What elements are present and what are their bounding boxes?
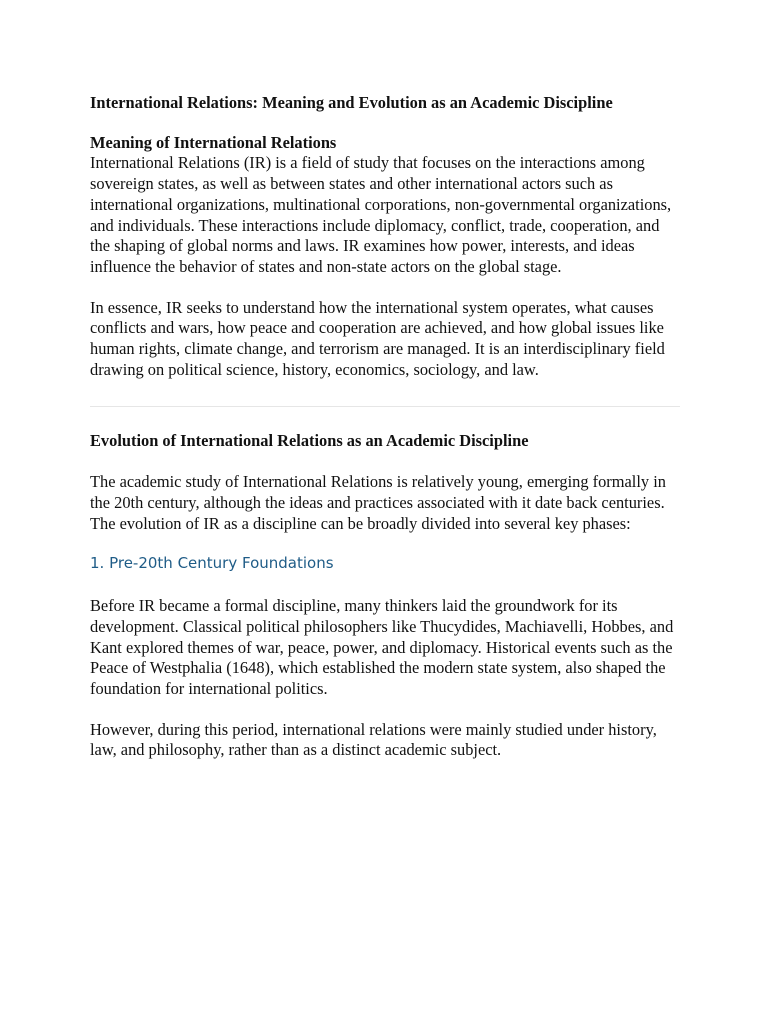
phase-1-heading: 1. Pre-20th Century Foundations [90, 554, 334, 573]
phase-1-paragraph-1: Before IR became a formal discipline, many thinkers laid the groundwork for its development. Classical political philosophers like Thucydides, Machiavelli, Hobbes, and Kant explored themes of war, peace, power, and diplomacy. Historical events such as the Peace of Westphalia (1648), which established the modern state system, also shaped the foundation for international politics. [90, 596, 674, 699]
phase-1-paragraph-2: However, during this period, international relations were mainly studied under history, law, and philosophy, rather than as a distinct academic subject. [90, 719, 657, 760]
evolution-paragraph-1: The academic study of International Relations is relatively young, emerging formally in the 20th century, although the ideas and practices associated with it date back centuries. The evolution of IR as a discipline can be broadly divided into several key phases: [90, 472, 666, 533]
meaning-paragraph-1: International Relations (IR) is a field of study that focuses on the interactions among sovereign states, as well as between states and other international actors such as international organizations, multinational corporations, non-governmental organizations, and individuals. These interactions include diplomacy, conflict, trade, cooperation, and the shaping of global norms and laws. IR examines how power, interests, and ideas influence the behavior of states and non-state actors on the global stage. [90, 153, 672, 276]
document-title: International Relations: Meaning and Evolution as an Academic Discipline [90, 93, 613, 112]
evolution-heading: Evolution of International Relations as an Academic Discipline [90, 431, 529, 451]
meaning-heading: Meaning of International Relations [90, 132, 337, 152]
section-divider [90, 406, 680, 407]
document-page [90, 93, 680, 761]
meaning-paragraph-2: In essence, IR seeks to understand how the international system operates, what causes conflicts and wars, how peace and cooperation are achieved, and how global issues like human rights, climate change, and terrorism are managed. It is an interdisciplinary field drawing on political science, history, economics, sociology, and law. [90, 297, 665, 379]
